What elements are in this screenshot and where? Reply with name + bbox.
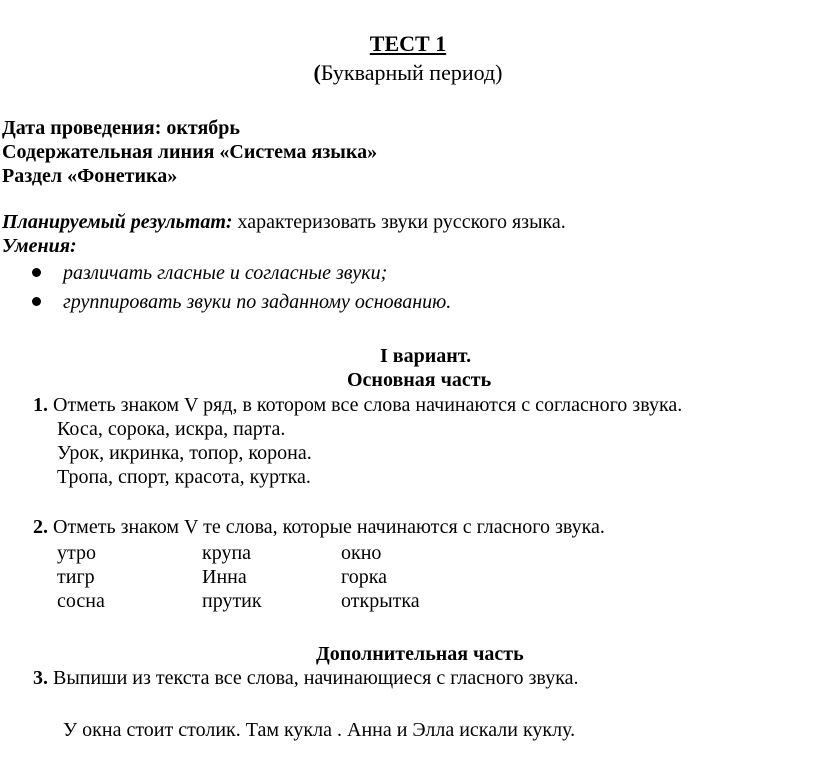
bullet-icon: [32, 297, 41, 306]
test-title: ТЕСТ 1: [369, 31, 447, 56]
word-cell: Инна: [202, 566, 247, 588]
skill-item: группировать звуки по заданному основанию.: [63, 291, 452, 313]
planned-result: [2, 212, 566, 232]
task1-row: Тропа, спорт, красота, куртка.: [57, 466, 311, 488]
task1-question: [33, 395, 682, 415]
word-cell: горка: [341, 566, 387, 588]
task3-passage: У окна стоит столик. Там кукла . Анна и Элла искали куклу.: [63, 719, 576, 741]
content-line: Содержательная линия «Система языка»: [2, 141, 378, 163]
task3-number: 3.: [33, 667, 48, 689]
skill-item: различать гласные и согласные звуки;: [63, 262, 388, 284]
word-cell: открытка: [341, 590, 420, 612]
subtitle-paren: (: [313, 60, 321, 85]
planned-label: Планируемый результат:: [2, 211, 233, 233]
task1-number: 1.: [33, 394, 48, 416]
additional-part-title: Дополнительная часть: [316, 643, 524, 665]
task1-text: Отметь знаком V ряд, в котором все слова начинаются с согласного звука.: [48, 394, 683, 416]
main-part-title: Основная часть: [347, 369, 492, 391]
planned-text: характеризовать звуки русского языка.: [232, 211, 566, 233]
skills-label: Умения:: [2, 235, 77, 257]
word-cell: сосна: [57, 590, 105, 612]
variant-title: I вариант.: [380, 345, 472, 367]
test-subtitle: [0, 62, 816, 84]
task1-row: Коса, сорока, искра, парта.: [57, 418, 286, 440]
bullet-icon: [32, 268, 41, 277]
date-line: Дата проведения: октябрь: [2, 117, 240, 139]
word-cell: прутик: [202, 590, 262, 612]
subtitle-text: Букварный период): [320, 60, 503, 85]
word-cell: тигр: [57, 566, 95, 588]
word-cell: утро: [57, 542, 96, 564]
task2-question: [33, 517, 605, 537]
section-line: Раздел «Фонетика»: [2, 165, 178, 187]
task2-number: 2.: [33, 516, 48, 538]
task2-text: Отметь знаком V те слова, которые начинаются с гласного звука.: [48, 516, 605, 538]
task3-text: Выпиши из текста все слова, начинающиеся с гласного звука.: [48, 667, 579, 689]
task3-question: [33, 668, 578, 688]
task1-row: Урок, икринка, топор, корона.: [57, 442, 312, 464]
word-cell: крупа: [202, 542, 252, 564]
word-cell: окно: [341, 542, 382, 564]
